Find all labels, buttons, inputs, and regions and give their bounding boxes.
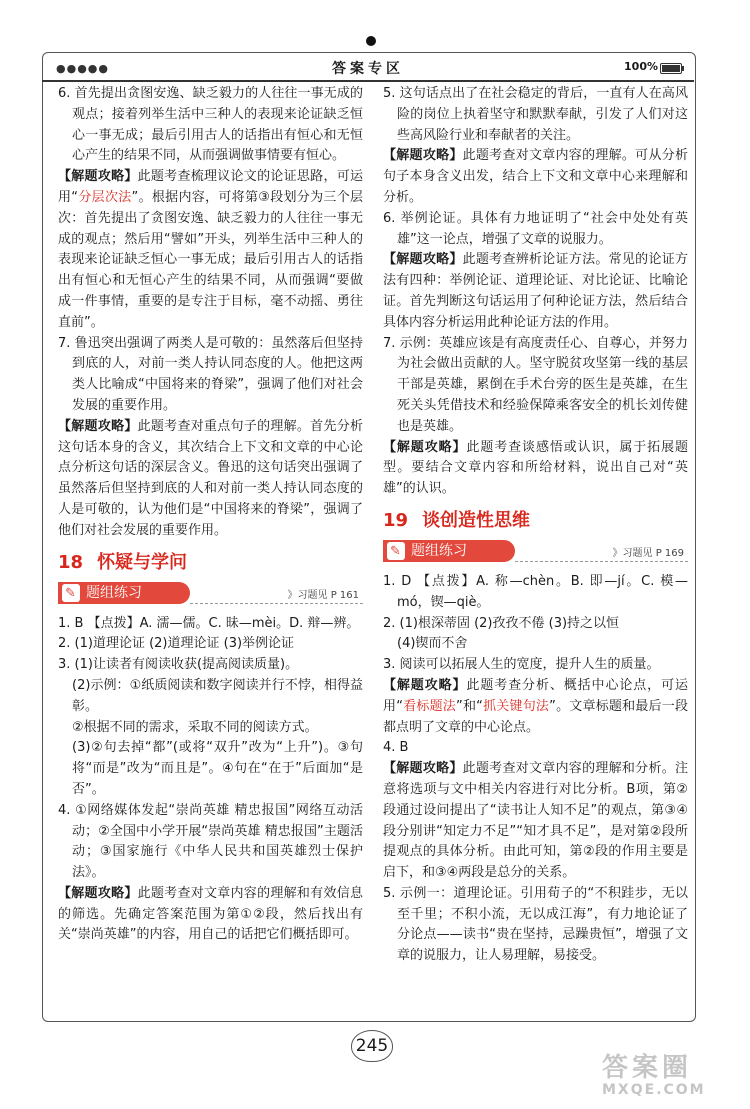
- section-name: 谈创造性思维: [422, 509, 531, 531]
- section-19-title: [383, 508, 688, 534]
- answer-3: 3. 阅读可以拓展人生的宽度，提升人生的质量。: [383, 657, 660, 673]
- tip-q5: [383, 146, 688, 208]
- top-dot: [366, 36, 376, 46]
- status-bar: [42, 58, 694, 82]
- section-number: 18: [58, 551, 84, 573]
- answer-4: 4. B: [383, 740, 409, 756]
- pencil-icon: [387, 542, 405, 560]
- right-column: [383, 84, 688, 967]
- tip-text: 此题考查谈感悟或认识，属于拓展题型。要结合文章内容和所给材料，说出自己对“英雄”的认识。: [383, 439, 688, 497]
- answer-q6: 6. 首先提出贪图安逸、缺乏毅力的人往往一事无成的观点；接着列举生活中三种人的表现来论证缺乏恒心一事无成；最后引用古人的话指出有恒心和无恒心产生的结果不同，从而强调做事情要有恒心。: [58, 86, 363, 164]
- answer-3-sub: (2)示例：①纸质阅读和数字阅读并行不悖，相得益彰。: [72, 677, 363, 714]
- tip-keyword: 看标题法: [402, 698, 456, 714]
- tip-text: 此题考查对文章内容的理解。可从分析句子本身含义出发，结合上下文和文章中心来理解和分析。: [383, 148, 688, 205]
- tip-tag: 【解题攻略】: [383, 148, 463, 164]
- section-name: 怀疑与学问: [97, 551, 188, 573]
- tip-tag: 【解题攻略】: [383, 252, 463, 268]
- tip-text: 此题考查对文章内容的理解和分析。注意将选项与文中相关内容进行对比分析。B项，第②段通过设问提出了“读书让人知不足”的观点，第③④段分别讲“知定力不足”“知才具不足”，是对第②段所提观点的具体分析。由此可知，第②段的作用主要是启下，和③④两段是总分的关系。: [383, 761, 688, 881]
- left-column: [58, 84, 363, 946]
- tip-tag: 【解题攻略】: [58, 169, 138, 185]
- battery-percent: 100%: [624, 60, 658, 73]
- answer-2: 2. (1)道理论证 (2)道理论证 (3)举例论证: [58, 636, 295, 652]
- answer-1: 1. D 【点拨】A. 称—chèn。B. 即—jí。C. 模—mó，锲—qiè。: [383, 573, 688, 610]
- tip-text: ”。文章标题和最后一段都点明了文章的中心论点。: [383, 698, 688, 735]
- tip-keyword: 分层次法: [78, 189, 132, 205]
- exercise-page-ref: 》习题见 P 169: [612, 547, 684, 559]
- answer-4: 4. ①网络媒体发起“崇尚英雄 精忠报国”网络互动活动；②全国中小学开展“崇尚英雄 精忠报国”主题活动；③国家施行《中华人民共和国英雄烈士保护法》。: [58, 802, 363, 881]
- section-number: 19: [383, 509, 409, 531]
- tip-q6: [58, 167, 363, 333]
- tip-4: [383, 759, 688, 884]
- tip-keyword: 抓关键句法: [482, 698, 550, 714]
- badge-label: 题组练习: [86, 584, 142, 601]
- section-18-badge-row: [58, 580, 363, 606]
- tip-q7: [58, 417, 363, 542]
- answer-q6: 6. 举例论证。具体有力地证明了“社会中处处有英雄”这一论点，增强了文章的说服力。: [383, 210, 688, 247]
- exercise-badge: [58, 582, 190, 604]
- tip-3: [383, 676, 688, 738]
- answer-q7: 7. 示例：英雄应该是有高度责任心、自尊心，并努力为社会做出贡献的人。坚守脱贫攻坚第一线的基层干部是英雄，累倒在手术台旁的医生是英雄，在生死关头凭借技术和经验保障乘客安全的机长刘传健也是英雄。: [383, 335, 688, 434]
- page-header-title: 答案专区: [332, 61, 404, 77]
- tip-text: 此题考查对重点句子的理解。首先分析这句话本身的含义，其次结合上下文和文章的中心论点分析这句话的深层含义。鲁迅的这句话突出强调了虽然落后但坚持到底的人和对前一类人持认同态度的人是可敬的，认为他们是“中国将来的脊梁”，强调了他们对社会发展的重要作用。: [58, 418, 363, 538]
- watermark-line: 答案圈: [602, 1053, 693, 1083]
- tip-q6: [383, 250, 688, 333]
- tip-text: 此题考查对文章内容的理解和有效信息的筛选。先确定答案范围为第①②段，然后找出有关“崇尚英雄”的内容，用自己的话把它们概括即可。: [58, 885, 363, 943]
- tip-tag: 【解题攻略】: [383, 439, 467, 455]
- page-number: 245: [351, 1030, 393, 1062]
- tip-text: 此题考查分析、概括中心论点，可运用“: [383, 677, 688, 714]
- tip-text: 此题考查辨析论证方法。常见的论证方法有四种：举例论证、道理论证、对比论证、比喻论证。首先判断这句话运用了何种论证方法，然后结合具体内容分析运用此种论证方法的作用。: [383, 252, 688, 330]
- exercise-page-ref: 》习题见 P 161: [287, 589, 359, 601]
- tip-text: ”。根据内容，可将第③段划分为三个层次：首先提出了贪图安逸、缺乏毅力的人往往一事无成的观点；然后用“譬如”开头，列举生活中三种人的表现来论证缺乏恒心一事无成；最后引用古人的话指出有恒心和无恒心产生的结果不同，从而强调“要做成一件事情，重要的是专注于目标，毫不动摇、勇往直前”。: [58, 189, 363, 330]
- battery-fill: [662, 65, 680, 72]
- answer-q7: 7. 鲁迅突出强调了两类人是可敬的：虽然落后但坚持到底的人，对前一类人持认同态度的人。他把这两类人比喻成“中国将来的脊梁”，强调了他们对社会发展的重要作用。: [58, 335, 363, 413]
- battery-icon: [660, 63, 682, 74]
- tip-text: ”和“: [456, 698, 483, 714]
- tip-tag: 【解题攻略】: [383, 761, 463, 777]
- answer-3: 3. (1)让读者有阅读收获(提高阅读质量)。: [58, 657, 299, 673]
- section-18-title: [58, 550, 363, 576]
- tip-q7: [383, 438, 688, 500]
- section-19-badge-row: [383, 538, 688, 564]
- tip-4: [58, 884, 363, 946]
- answer-2: 2. (1)根深蒂固 (2)孜孜不倦 (3)持之以恒: [383, 615, 620, 631]
- answer-q5: 5. 这句话点出了在社会稳定的背后，一直有人在高风险的岗位上执着坚守和默默奉献，引发了人们对这些高风险行业和奉献者的关注。: [383, 86, 688, 143]
- watermark-line: MXQE.COM: [602, 1082, 706, 1098]
- tip-tag: 【解题攻略】: [58, 418, 138, 434]
- badge-label: 题组练习: [411, 542, 467, 559]
- answer-1: 1. B 【点拨】A. 濡—儒。C. 昧—mèi。D. 辩—辨。: [58, 615, 360, 631]
- tip-tag: 【解题攻略】: [58, 885, 138, 901]
- tip-tag: 【解题攻略】: [383, 677, 467, 693]
- watermark-logo: [602, 1054, 744, 1104]
- answer-2-sub: (4)锲而不舍: [397, 636, 468, 652]
- tip-text: 此题考查梳理议论文的论证思路，可运用“: [58, 169, 363, 205]
- answer-3-sub: (3)②句去掉“都”(或将“双升”改为“上升”)。③句将“而是”改为“而且是”。④句在“在于”后面加“是否”。: [72, 740, 363, 797]
- answer-3-sub: ②根据不同的需求，采取不同的阅读方式。: [72, 719, 318, 735]
- exercise-badge: [383, 540, 515, 562]
- pencil-icon: [62, 584, 80, 602]
- answer-5: 5. 示例一：道理论证。引用荀子的“不积跬步，无以至千里；不积小流，无以成江海”，有力地论证了分论点——读书“贵在坚持，忌躁贵恒”，增强了文章的说服力，让人易理解，易接受。: [383, 885, 688, 964]
- signal-icon: ●●●●●: [56, 62, 109, 75]
